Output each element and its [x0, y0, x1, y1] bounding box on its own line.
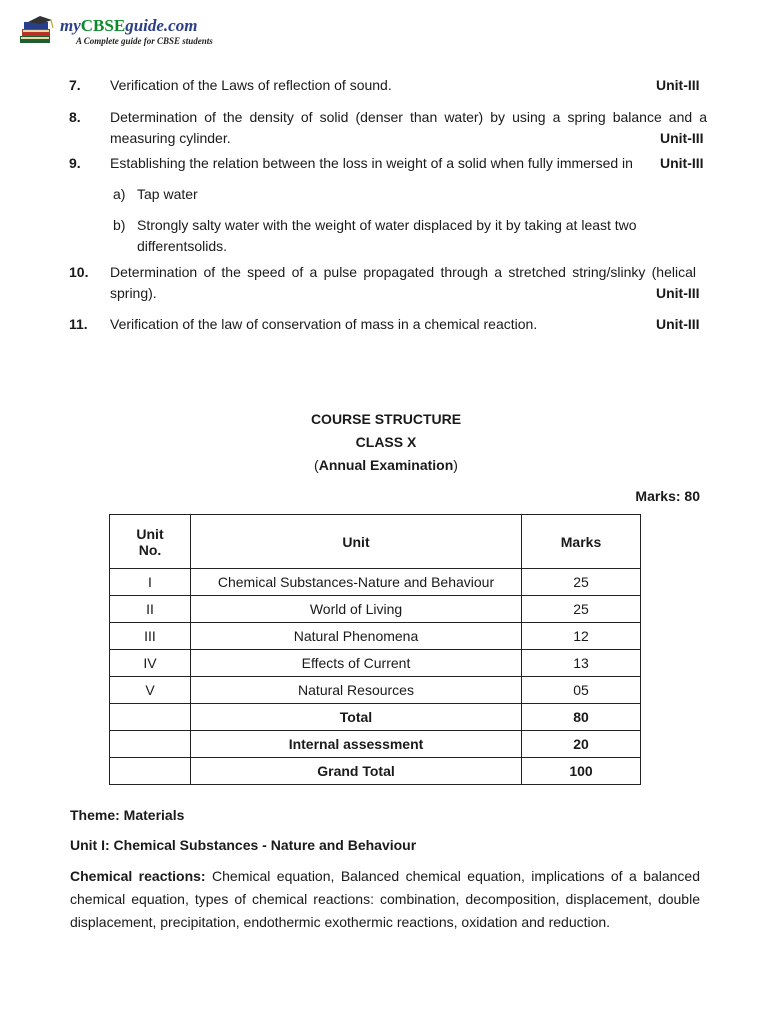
chemical-reactions-paragraph: [70, 865, 700, 934]
table-row: [110, 569, 641, 596]
unit-no-cell: II: [110, 596, 191, 623]
unit-no-cell: V: [110, 677, 191, 704]
internal-assessment-label: Internal assessment: [191, 731, 522, 758]
paragraph-label: Chemical reactions:: [70, 868, 206, 884]
unit-name-cell: Natural Resources: [191, 677, 522, 704]
item-text: Determination of the density of solid (denser than water) by using a spring balance and a measuring cylinder.: [110, 109, 707, 146]
paragraph-text: Chemical equation, Balanced chemical equation, implications of a balanced chemical equation, types of chemical reactions: combination, decomposition, displacement, double displacement, precipitation, endothermic exothermic reactions, oxidation and reduction.: [70, 868, 700, 930]
unit-no-cell: III: [110, 623, 191, 650]
unit-tag: Unit-III: [656, 316, 700, 332]
unit-tag: Unit-III: [660, 155, 704, 171]
unit-name-cell: Chemical Substances-Nature and Behaviour: [191, 569, 522, 596]
item-text: Determination of the speed of a pulse propagated through a stretched string/slinky (helical spring).: [110, 264, 696, 301]
marks-cell: 05: [522, 677, 641, 704]
table-header-row: [110, 515, 641, 569]
table-row: [110, 623, 641, 650]
brand-name: myCBSEguide.com: [60, 16, 198, 35]
total-marks-label: Marks: 80: [635, 488, 700, 504]
table-row: [110, 677, 641, 704]
item-number: 7.: [69, 77, 81, 93]
books-icon: [18, 16, 58, 46]
brand-tagline: A Complete guide for CBSE students: [76, 36, 213, 46]
col-header-unit: Unit: [191, 515, 522, 569]
item-number: 10.: [69, 264, 89, 280]
grand-total-row: [110, 758, 641, 785]
sub-item-label: b): [113, 217, 126, 233]
internal-assessment-value: 20: [522, 731, 641, 758]
grand-total-label: Grand Total: [191, 758, 522, 785]
sub-item-label: a): [113, 186, 126, 202]
item-text: Verification of the Laws of reflection of sound.: [110, 77, 392, 93]
item-number: 8.: [69, 109, 81, 125]
unit-tag: Unit-III: [656, 285, 700, 301]
site-logo: [18, 14, 228, 48]
marks-cell: 13: [522, 650, 641, 677]
item-text: Verification of the law of conservation of mass in a chemical reaction.: [110, 316, 538, 332]
grand-total-value: 100: [522, 758, 641, 785]
marks-cell: 25: [522, 569, 641, 596]
unit-heading: Unit I: Chemical Substances - Nature and Behaviour: [70, 837, 417, 853]
internal-assessment-row: [110, 731, 641, 758]
total-value: 80: [522, 704, 641, 731]
unit-tag: Unit-III: [656, 77, 700, 93]
marks-table: [109, 514, 641, 785]
item-number: 9.: [69, 155, 81, 171]
marks-cell: 25: [522, 596, 641, 623]
unit-name-cell: Effects of Current: [191, 650, 522, 677]
course-structure-title: COURSE STRUCTURE: [310, 411, 462, 427]
unit-no-cell: I: [110, 569, 191, 596]
unit-no-cell: IV: [110, 650, 191, 677]
unit-name-cell: Natural Phenomena: [191, 623, 522, 650]
item-number: 11.: [69, 316, 88, 332]
item-text: Establishing the relation between the loss in weight of a solid when fully immersed in: [110, 155, 633, 171]
col-header-marks: Marks: [522, 515, 641, 569]
table-row: [110, 650, 641, 677]
total-row: [110, 704, 641, 731]
sub-item-text: Strongly salty water with the weight of water displaced by it by taking at least two differentsolids.: [137, 217, 637, 254]
sub-item-text: Tap water: [137, 186, 198, 202]
class-title: CLASS X: [355, 434, 417, 450]
exam-title: (Annual Examination): [314, 457, 458, 473]
table-row: [110, 596, 641, 623]
theme-heading: Theme: Materials: [70, 807, 185, 823]
total-label: Total: [191, 704, 522, 731]
marks-cell: 12: [522, 623, 641, 650]
col-header-unit-no: Unit No.: [110, 515, 191, 569]
unit-tag: Unit-III: [660, 130, 704, 146]
unit-name-cell: World of Living: [191, 596, 522, 623]
